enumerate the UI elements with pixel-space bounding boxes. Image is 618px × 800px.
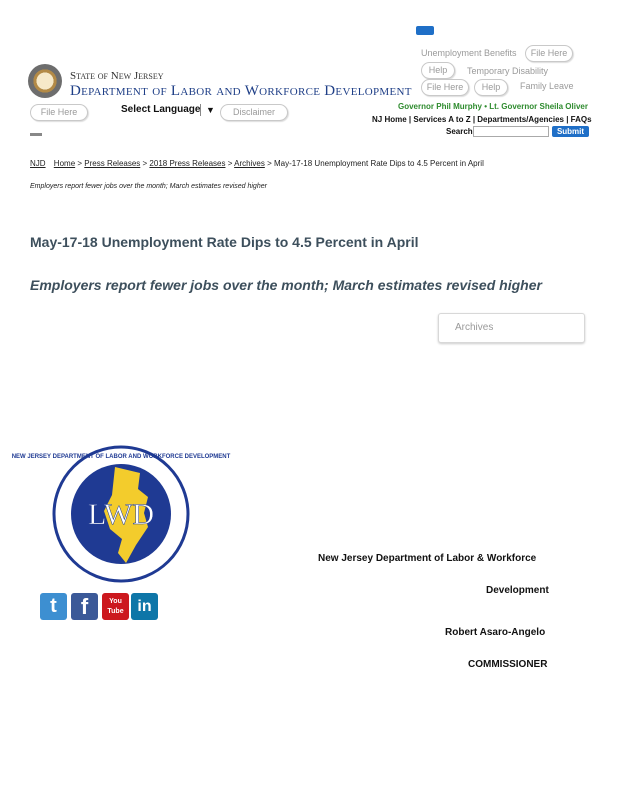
nj-home-link[interactable]: NJ Home <box>372 115 407 124</box>
breadcrumb-press-releases[interactable]: Press Releases <box>84 159 141 168</box>
chevron-down-icon: ▼ <box>206 105 215 115</box>
commissioner-name: Robert Asaro-Angelo <box>445 627 546 638</box>
faqs-link[interactable]: FAQs <box>570 115 592 124</box>
archives-button[interactable] <box>438 313 585 343</box>
breadcrumb-subtitle: Employers report fewer jobs over the month; March estimates revised higher <box>30 183 267 190</box>
state-name: State of New Jersey <box>70 70 164 82</box>
department-name: Department of Labor and Workforce Development <box>70 83 412 99</box>
language-select[interactable] <box>103 102 218 118</box>
commissioner-title: COMMISSIONER <box>468 659 548 670</box>
nav-unemployment-benefits[interactable]: Unemployment Benefits <box>421 48 517 58</box>
breadcrumb-2018-press-releases[interactable]: 2018 Press Releases <box>149 159 226 168</box>
disability-file-here-button[interactable]: File Here <box>421 79 469 96</box>
language-divider <box>200 104 201 116</box>
page-title: May-17-18 Unemployment Rate Dips to 4.5 Percent in April <box>30 234 419 250</box>
breadcrumb-current: May-17-18 Unemployment Rate Dips to 4.5 Percent in April <box>273 159 484 168</box>
nav-temporary-disability[interactable]: Temporary Disability <box>467 66 549 76</box>
nav-family-leave[interactable]: Family Leave <box>520 81 574 91</box>
page-subtitle: Employers report fewer jobs over the month; March estimates revised higher <box>30 277 542 293</box>
archives-label: Archives <box>455 322 494 333</box>
contact-line2: Development <box>486 585 549 596</box>
disability-help-button[interactable]: Help <box>474 79 508 96</box>
logo-ring-text: NEW JERSEY DEPARTMENT OF LABOR AND WORKFORCE DEVELOPMENT <box>11 454 231 460</box>
submit-button[interactable]: Submit <box>552 126 589 137</box>
logo-text: LWD <box>87 498 155 531</box>
contact-line1: New Jersey Department of Labor & Workforce <box>318 553 537 564</box>
header-divider <box>30 133 42 136</box>
facebook-icon[interactable]: f <box>71 593 98 620</box>
nj-links: NJ Home | Services A to Z | Departments/Agencies | FAQs <box>372 115 592 124</box>
top-icon <box>416 26 434 35</box>
departments-link[interactable]: Departments/Agencies <box>477 115 564 124</box>
state-seal-icon <box>28 64 62 98</box>
linkedin-icon[interactable]: in <box>131 593 158 620</box>
youtube-icon[interactable]: You Tube <box>102 593 129 620</box>
search-input[interactable] <box>473 126 549 137</box>
services-link[interactable]: Services A to Z <box>413 115 471 124</box>
twitter-icon[interactable]: t <box>40 593 67 620</box>
governor-text: Governor Phil Murphy • Lt. Governor Sheila Oliver <box>398 102 588 111</box>
breadcrumb: NJD Home > Press Releases > 2018 Press Releases > Archives > May-17-18 Unemployment Rate Dips to 4.5 Percent in April <box>30 159 484 168</box>
search-label: Search <box>446 127 473 136</box>
left-file-here-button[interactable]: File Here <box>30 104 88 121</box>
language-label: Select Language <box>121 104 201 115</box>
breadcrumb-archives[interactable]: Archives <box>234 159 265 168</box>
unemployment-file-here-button[interactable]: File Here <box>525 45 573 62</box>
lwd-logo <box>11 445 231 583</box>
breadcrumb-njd[interactable]: NJD <box>30 159 46 168</box>
unemployment-help-button[interactable]: Help <box>421 62 455 79</box>
breadcrumb-home[interactable]: Home <box>53 159 76 168</box>
disclaimer-button[interactable]: Disclaimer <box>220 104 288 121</box>
